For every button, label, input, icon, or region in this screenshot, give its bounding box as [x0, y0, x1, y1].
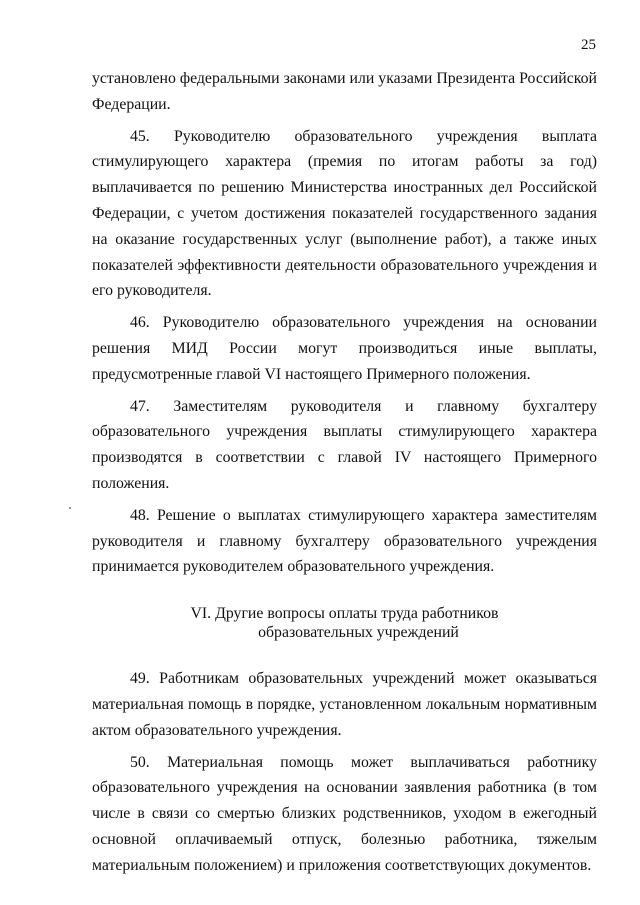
section-heading: [92, 604, 597, 642]
paragraph-46: 46. Руководителю образовательного учреждения на основании решения МИД России могут производиться иные выплаты, предусмотренные главой VI настоящего Примерного положения.: [92, 314, 597, 383]
paragraph-48: 48. Решение о выплатах стимулирующего характера заместителям руководителя и главному бухгалтеру образовательного учреждения принимается руководителем образовательного учреждения.: [92, 506, 597, 576]
paragraph-47: 47. Заместителям руководителя и главному бухгалтеру образовательного учреждения выплаты стимулирующего характера производятся в соответствии с главой IV настоящего Примерного положения.: [92, 397, 597, 492]
section-heading-line-1: VI. Другие вопросы оплаты труда работников: [190, 605, 499, 623]
margin-mark: [69, 507, 71, 509]
paragraph-49: 49. Работникам образовательных учреждений может оказываться материальная помощь в порядке, установленном локальным нормативным актом образовательного учреждения.: [92, 670, 597, 739]
paragraph-45: 45. Руководителю образовательного учреждения выплата стимулирующего характера (премия по итогам работы за год) выплачивается по решению Министерства иностранных дел Российской Федерации, с учетом достижения показателей государственного задания на оказание государственных услуг (выполнение работ), а также иных показателей эффективности деятельности образовательного учреждения и его руководителя.: [92, 127, 597, 300]
paragraph-44-tail: установлено федеральными законами или указами Президента Российской Федерации.: [92, 70, 597, 113]
paragraph-50: 50. Материальная помощь может выплачиваться работнику образовательного учреждения на основании заявления работника (в том числе в связи со смертью близких родственников, уходом в ежегодный основной оплачиваемый отпуск, болезнью работника, тяжелым материальным положением) и приложения соответствующих документов.: [92, 753, 597, 874]
page-number: 25: [581, 37, 596, 53]
document-body: [92, 66, 597, 885]
section-heading-line-2: образовательных учреждений: [258, 624, 459, 642]
